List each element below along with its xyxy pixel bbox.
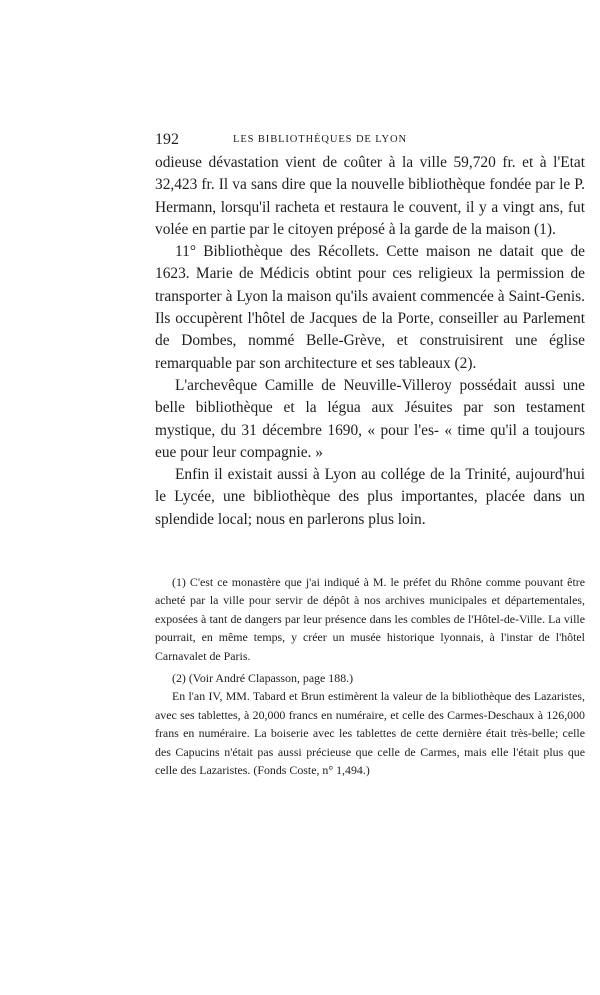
footnote: En l'an IV, MM. Tabard et Brun estimèrent la valeur de la bibliothèque des Lazaristes, avec ses tablettes, à 20,000 francs en numéraire, et celle des Carmes-Deschaux à 126,000 frans en numéraire. La boiserie avec les tablettes de cette dernière était très-belle; celle des Capucins n'était pas aussi précieuse que celle de Carmes, mais elle l'était plus que celle des Lazaristes. (Fonds Coste, n° 1,494.) xyxy=(155,689,585,778)
main-text xyxy=(155,152,585,531)
paragraph: 11° Bibliothèque des Récollets. Cette maison ne datait que de 1623. Marie de Médicis obtint pour ces religieux la permission de transporter à Lyon la maison qu'ils avaient commencée à Saint-Genis. Ils occupèrent l'hôtel de Jacques de la Porte, conseiller au Parlement de Dombes, nommé Belle-Grève, et construisirent une église remarquable par son architecture et ses tableaux (2). xyxy=(155,243,585,372)
footnote: (1) C'est ce monastère que j'ai indiqué à M. le préfet du Rhône comme pouvant être acheté par la ville pour servir de dépôt à nos archives municipales et départementales, exposées à tant de dangers par leur présence dans les combles de l'Hôtel-de-Ville. La ville pourrait, en même temps, y créer un musée historique lyonnais, à l'instar de l'hôtel Carnavalet de Paris. xyxy=(155,575,585,663)
paragraph: odieuse dévastation vient de coûter à la ville 59,720 fr. et à l'Etat 32,423 fr. Il va sans dire que la nouvelle bibliothèque fondée par le P. Hermann, lorsqu'il racheta et restaura le couvent, il y a vingt ans, fut volée en partie par le citoyen préposé à la garde de la maison (1). xyxy=(155,154,585,238)
paragraph: L'archevêque Camille de Neuville-Villeroy possédait aussi une belle bibliothèque et la légua aux Jésuites par son testament mystique, du 31 décembre 1690, « pour l'es- « time qu'il a toujours eue pour leur compagnie. » xyxy=(155,376,585,461)
running-head xyxy=(155,132,585,148)
footnotes xyxy=(155,573,585,779)
footnote: (2) (Voir André Clapasson, page 188.) xyxy=(172,671,354,686)
page-number: 192 xyxy=(155,131,179,148)
running-title: LES BIBLIOTHÈQUES DE LYON xyxy=(233,134,407,145)
paragraph: Enfin il existait aussi à Lyon au collége de la Trinité, aujourd'hui le Lycée, une bibliothèque des plus importantes, placée dans un splendide local; nous en parlerons plus loin. xyxy=(155,466,585,528)
